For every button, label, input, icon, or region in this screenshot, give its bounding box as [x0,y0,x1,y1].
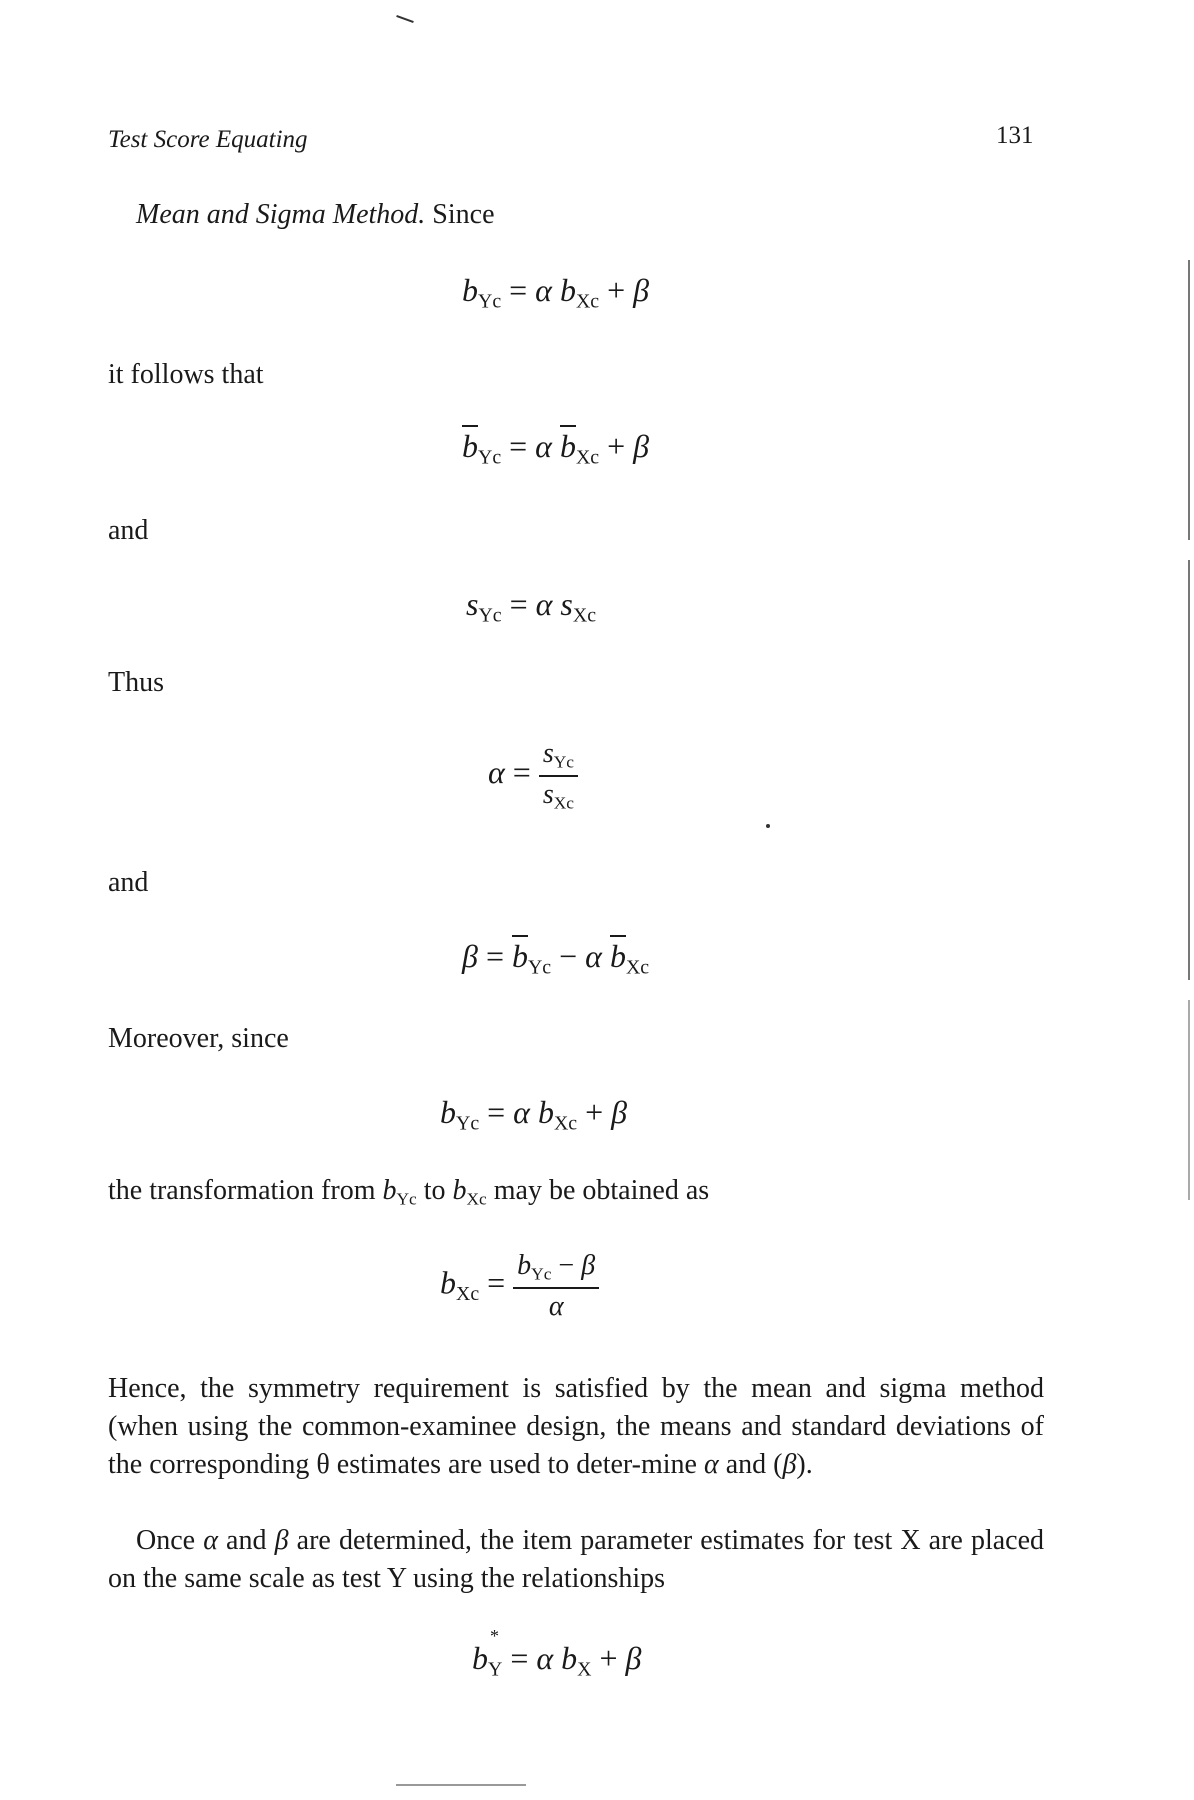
text-moreover: Moreover, since [108,1023,289,1054]
paragraph-hence: Hence, the symmetry requirement is satisfied by the mean and sigma method (when using the common-examinee design, the means and standard deviations of the corresponding θ estimates are used to deter-mine α and (β). [108,1373,1044,1480]
running-title: Test Score Equating [108,126,308,153]
scan-mark-top [396,15,414,23]
scan-edge-3 [1188,1000,1190,1200]
text-and-1: and [108,515,149,546]
text-it-follows: it follows that [108,359,264,390]
paragraph-once: Once α and β are determined, the item parameter estimates for test X are placed on the same scale as test Y using the relationships [108,1525,1045,1594]
text-thus: Thus [108,667,164,698]
text-and-2: and [108,867,149,898]
equation-3: $s_{Yc} = \alpha$ $s_{Xc}$ [466,586,596,627]
scan-mark-bottom [396,1784,526,1786]
equation-5: $\beta = b_{Yc} - \alpha$ $b_{Xc}$ [462,938,649,979]
page-number: 131 [996,122,1034,149]
section-intro: Since [432,199,495,230]
scan-edge-2 [1188,560,1190,980]
scan-edge-1 [1188,260,1190,540]
print-speck [766,824,770,828]
section-heading [136,196,495,234]
equation-7: $b_{Xc}$ = $\frac{b_{Yc} - \beta}{\alpha}$ [440,1250,599,1323]
equation-8: $b_Y$ * = α $b_X + \beta$ [472,1626,642,1681]
section-title: Mean and Sigma Method. [136,199,426,230]
equation-6: $b_{Yc} = \alpha$ $b_{Xc} + \beta$ [440,1094,628,1135]
equation-2: $b_{Yc} = \alpha$ $b_{Xc} + \beta$ [462,428,649,469]
equation-4: α = $\frac{s_{Yc}}{s_{Xc}}$ [488,738,578,813]
equation-1: $b_{Yc} = \alpha$ $b_{Xc} + \beta$ [462,272,650,313]
text-transformation: the transformation from $b_{Yc}$ to $b_{Xc}$ may be obtained as [108,1175,710,1209]
